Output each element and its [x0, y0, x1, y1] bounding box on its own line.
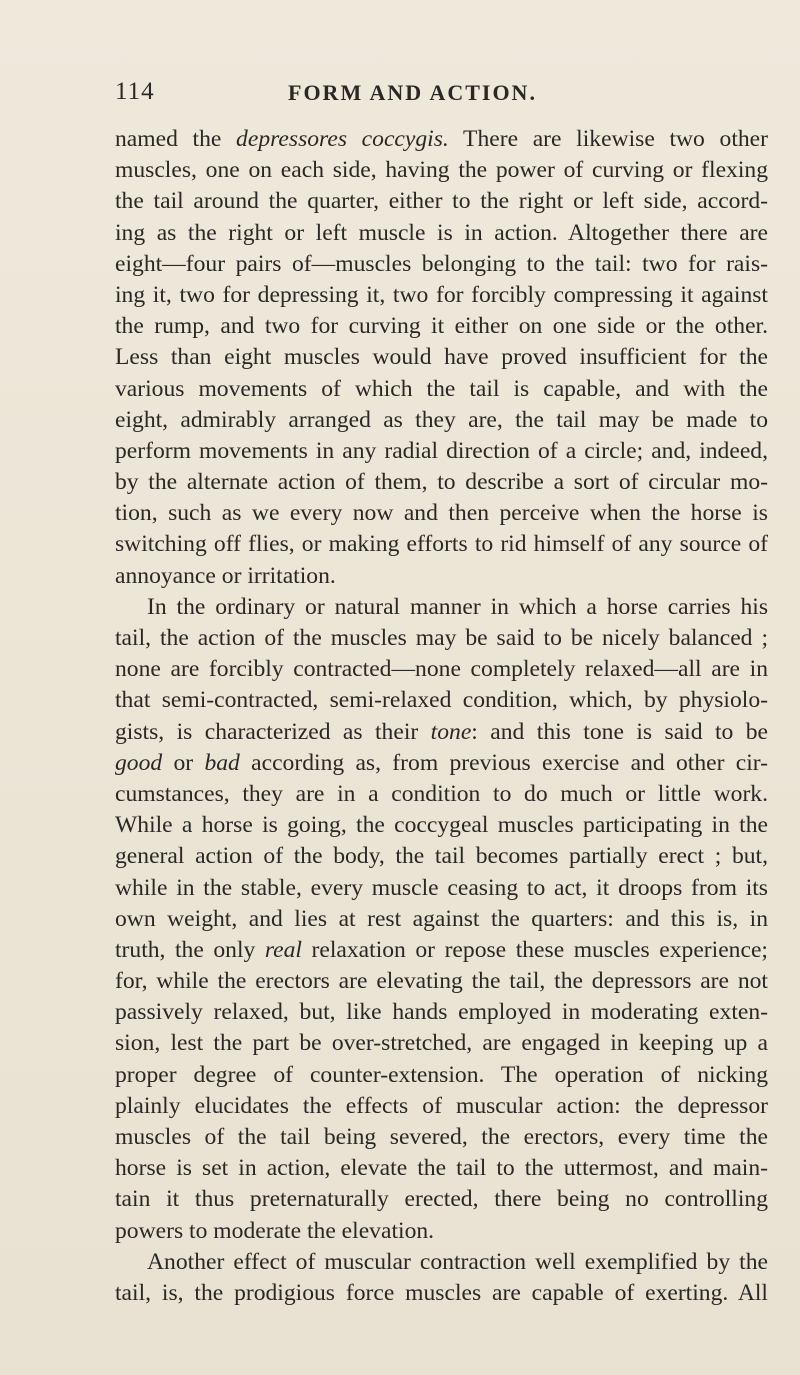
text-segment: named the: [115, 126, 237, 152]
text-line: [115, 1153, 768, 1184]
text-segment: while in the stable, every muscle ceasing to act, it droops from its: [115, 874, 768, 901]
text-line: [115, 498, 768, 529]
text-segment: eight, admirably arranged as they are, the tail may be made to: [115, 406, 768, 433]
text-segment: tain it thus preternaturally erected, there being no controlling: [115, 1186, 768, 1213]
text-line: [115, 124, 768, 155]
text-segment: sion, lest the part be over-stretched, are engaged in keeping up a: [115, 1030, 768, 1057]
text-line: [115, 997, 768, 1028]
text-line: [115, 155, 768, 186]
text-line: [115, 779, 768, 810]
text-segment: relaxation or repose these muscles experience;: [301, 936, 768, 963]
text-line: [115, 935, 768, 966]
text-segment: ing it, two for depressing it, two for forcibly compressing it against: [115, 281, 768, 308]
text-segment: There are likewise two other: [448, 126, 768, 152]
italic-text: bad: [204, 749, 240, 776]
text-segment: gists, is characterized as their: [115, 718, 431, 745]
text-segment: perform movements in any radial direction of a circle; and, indeed,: [115, 437, 768, 464]
text-segment: proper degree of counter-extension. The operation of nicking: [115, 1061, 768, 1088]
italic-text: good: [115, 749, 163, 776]
text-segment: tion, such as we every now and then perceive when the horse is: [115, 500, 768, 527]
text-segment: powers to moderate the elevation.: [115, 1217, 435, 1244]
text-segment: eight—four pairs of—muscles belonging to the tail: two for rais-: [115, 250, 768, 277]
text-line: [115, 311, 768, 342]
text-line: [115, 810, 768, 841]
text-line: [115, 717, 768, 748]
text-segment: that semi-contracted, semi-relaxed condition, which, by physiolo-: [115, 687, 768, 714]
text-line: [115, 1184, 768, 1215]
text-segment: Less than eight muscles would have proved insufficient for the: [115, 344, 768, 371]
italic-text: tone: [430, 718, 472, 745]
text-segment: While a horse is going, the coccygeal muscles participating in the: [115, 812, 768, 839]
page-header: [115, 78, 765, 118]
text-line: [115, 592, 768, 623]
body-text: [115, 124, 768, 1309]
text-segment: various movements of which the tail is capable, and with the: [115, 375, 768, 402]
text-segment: cumstances, they are in a condition to do much or little work.: [115, 780, 768, 807]
text-line: [115, 966, 768, 997]
text-segment: annoyance or irritation.: [115, 562, 336, 589]
text-line: [115, 1122, 768, 1153]
page-number: 114: [115, 78, 155, 105]
text-segment: : and this tone is said to be: [471, 718, 768, 745]
text-line: [115, 685, 768, 716]
text-segment: muscles of the tail being severed, the erectors, every time the: [115, 1124, 768, 1150]
text-segment: according as, from previous exercise and other cir-: [239, 749, 769, 776]
text-segment: tail, the action of the muscles may be said to be nicely balanced ;: [115, 625, 768, 651]
text-segment: Another effect of muscular contraction well exemplified by the: [147, 1248, 768, 1275]
text-line: [115, 841, 768, 872]
text-line: [115, 405, 768, 436]
text-line: [115, 1247, 768, 1278]
text-segment: for, while the erectors are elevating the tail, the depressors are not: [115, 968, 768, 995]
text-segment: the rump, and two for curving it either on one side or the other.: [115, 313, 768, 340]
text-segment: plainly elucidates the effects of muscular action: the depressor: [115, 1092, 768, 1119]
text-segment: muscles, one on each side, having the power of curving or flexing: [115, 157, 768, 184]
text-line: [115, 654, 768, 685]
text-line: [115, 374, 768, 405]
text-line: [115, 904, 768, 935]
text-line: [115, 186, 768, 217]
text-segment: general action of the body, the tail becomes partially erect ; but,: [115, 843, 768, 870]
text-line: [115, 529, 768, 560]
text-segment: passively relaxed, but, like hands employed in moderating exten-: [115, 999, 768, 1026]
text-segment: by the alternate action of them, to describe a sort of circular mo-: [115, 469, 768, 496]
text-segment: own weight, and lies at rest against the quarters: and this is, in: [115, 905, 768, 932]
text-segment: or: [162, 749, 205, 776]
text-segment: switching off flies, or making efforts to rid himself of any source of: [115, 531, 768, 558]
text-segment: ing as the right or left muscle is in action. Altogether there are: [115, 219, 768, 246]
text-line: [115, 748, 768, 779]
italic-text: real: [264, 936, 302, 963]
text-line: [115, 467, 768, 498]
text-line: [115, 561, 768, 592]
text-line: [115, 873, 768, 904]
text-segment: horse is set in action, elevate the tail to the uttermost, and main-: [115, 1155, 768, 1182]
text-segment: the tail around the quarter, either to the right or left side, accord-: [115, 188, 768, 215]
text-line: [115, 1091, 768, 1122]
text-line: [115, 623, 768, 654]
text-line: [115, 280, 768, 311]
text-line: [115, 342, 768, 373]
text-line: [115, 1060, 768, 1091]
running-head: FORM AND ACTION.: [288, 80, 537, 105]
text-line: [115, 436, 768, 467]
text-line: [115, 1028, 768, 1059]
text-segment: truth, the only: [115, 936, 265, 963]
text-segment: In the ordinary or natural manner in which a horse carries his: [147, 593, 768, 620]
text-line: [115, 1216, 768, 1247]
text-segment: tail, is, the prodigious force muscles are capable of exerting. All: [115, 1279, 768, 1306]
text-line: [115, 218, 768, 249]
text-segment: none are forcibly contracted—none completely relaxed—all are in: [115, 656, 768, 683]
text-line: [115, 1278, 768, 1309]
text-line: [115, 249, 768, 280]
italic-text: depressores coccygis.: [236, 126, 449, 152]
